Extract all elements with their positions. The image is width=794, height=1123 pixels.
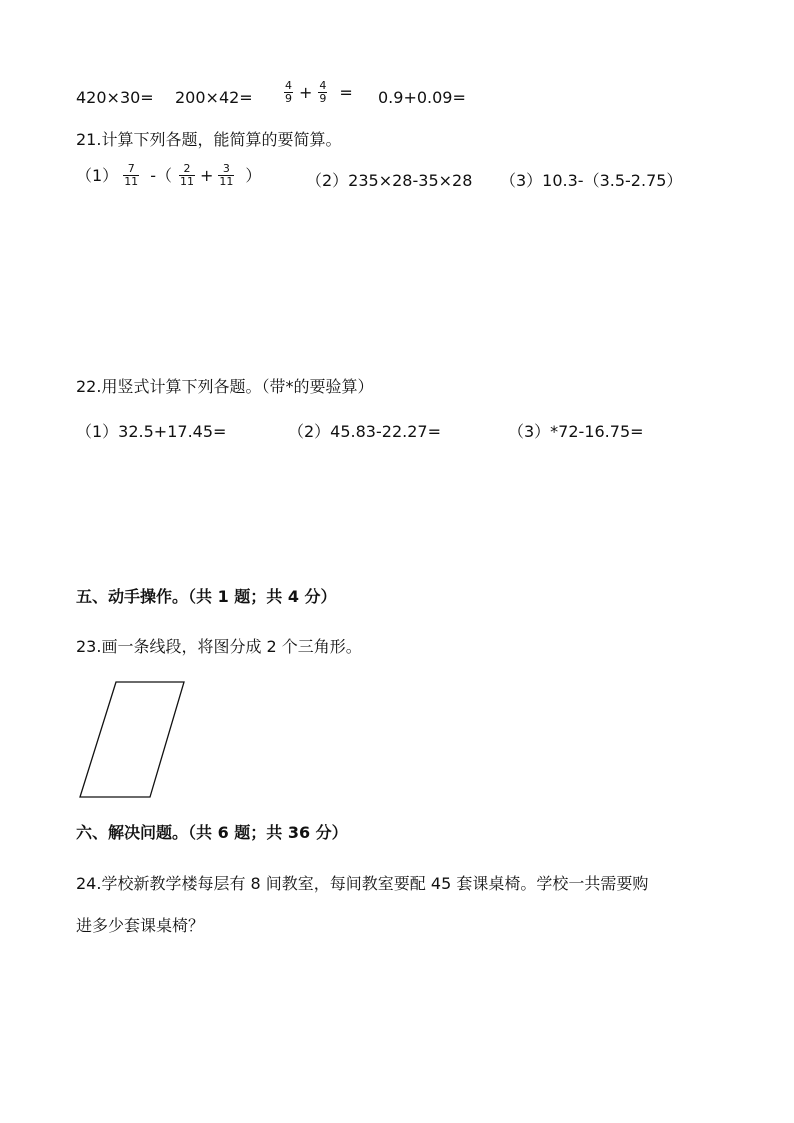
parallelogram-shape [80,682,184,797]
question-21-part-2: （2）235×28-35×28 [306,171,473,190]
question-24-line-1: 24.学校新教学楼每层有 8 间教室，每间教室要配 45 套课桌椅。学校一共需要购 [76,874,649,893]
calc-item-1: 420×30= [76,88,154,107]
question-22-part-1: （1）32.5+17.45= [76,422,227,441]
question-22-title: 22.用竖式计算下列各题。（带*的要验算） [76,377,374,396]
section-5-heading: 五、动手操作。（共 1 题；共 4 分） [76,587,337,606]
fraction: $\frac{4}{9}$ [285,79,292,105]
fraction: $\frac{7}{11}$ [124,162,139,188]
question-21-part-1: （1） $\frac{7}{11}$ -（ $\frac{2}{11}$ + $\frac{3}{11}$ ） [76,162,262,188]
question-24-line-2: 进多少套课桌椅？ [76,916,205,935]
question-23-title: 23.画一条线段，将图分成 2 个三角形。 [76,637,362,656]
plus-sign: + [299,82,313,102]
fraction: $\frac{4}{9}$ [319,79,327,105]
question-21-part-3: （3）10.3-（3.5-2.75） [500,171,683,190]
equals-sign: = [339,82,353,102]
calc-item-2: 200×42= [175,88,253,107]
section-6-heading: 六、解决问题。（共 6 题；共 36 分） [76,823,348,842]
fraction: $\frac{3}{11}$ [219,162,234,188]
fraction: $\frac{2}{11}$ [179,162,194,188]
question-21-title: 21.计算下列各题，能简算的要简算。 [76,130,342,149]
question-22-part-2: （2）45.83-22.27= [288,422,441,441]
calc-item-4: 0.9+0.09= [378,88,466,107]
question-22-part-3: （3）*72-16.75= [508,422,644,441]
